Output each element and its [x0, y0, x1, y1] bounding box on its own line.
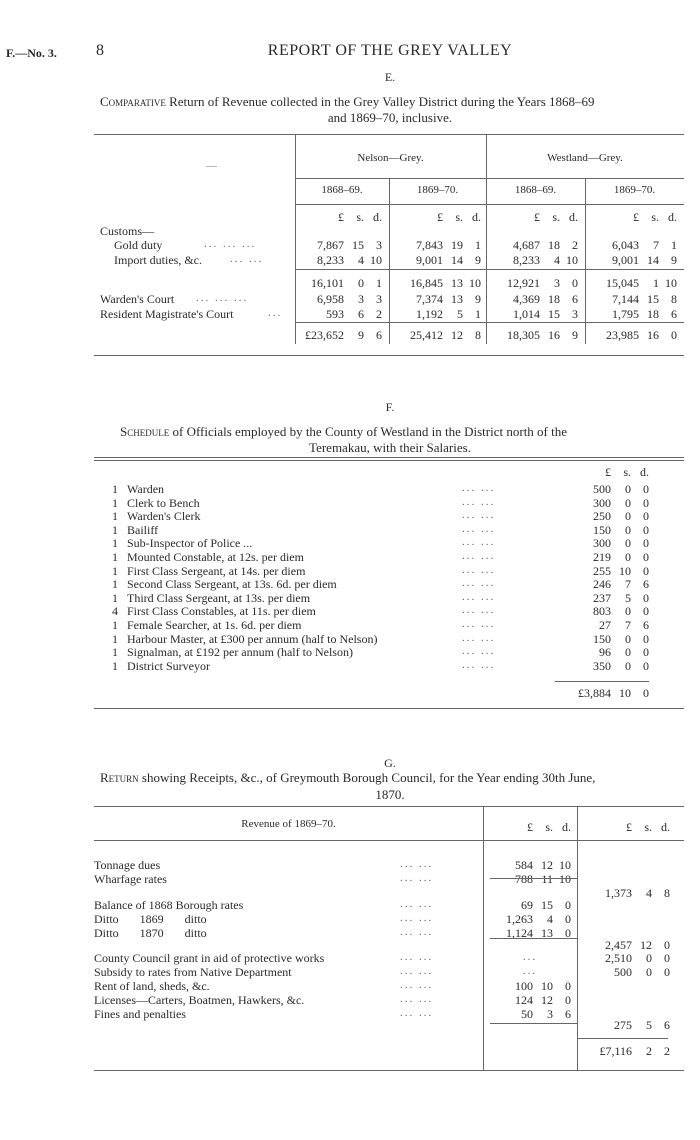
- leader-dots: ... ...: [462, 618, 496, 630]
- leader-dots: ... ...: [400, 898, 434, 910]
- year-header: 1868–69.: [321, 184, 363, 196]
- section-f-title: Schedule of Officials employed by the County of Westland in the District north of the: [120, 424, 568, 439]
- salary-pounds: 150: [593, 522, 611, 537]
- leader-dots: ... ...: [400, 979, 434, 991]
- salary-pounds: 300: [593, 536, 611, 551]
- salary-shillings: 0: [625, 604, 631, 619]
- receipt-label: Ditto 1869 ditto: [94, 912, 207, 926]
- e-cell-pounds: 9,001: [612, 253, 639, 267]
- e-cell-shillings: 4: [554, 253, 560, 267]
- official-title: Sub-Inspector of Police ...: [127, 536, 253, 551]
- leader-dots: ... ...: [462, 577, 496, 590]
- e-cell-pence: 1: [376, 276, 382, 290]
- salary-pounds: 803: [593, 604, 611, 619]
- official-count: 1: [112, 618, 118, 632]
- salary-pounds: 255: [593, 563, 611, 578]
- e-column-pounds-unit: £: [437, 210, 443, 224]
- receipt-shillings: 3: [547, 1007, 553, 1021]
- document-ref: F.—No. 3.: [6, 46, 57, 60]
- e-cell-pounds: 7,867: [317, 238, 344, 252]
- g-column-b-shillings-unit: s.: [644, 820, 652, 834]
- g-total-shillings: 2: [646, 1044, 652, 1058]
- receipt-subtotal-shillings: 12: [640, 938, 652, 952]
- leader-dots: ... ...: [462, 536, 496, 549]
- salary-pence: 6: [643, 577, 649, 592]
- row-label: Resident Magistrate's Court: [100, 307, 234, 321]
- salary-pounds: 246: [593, 577, 611, 592]
- e-column-shillings-unit: s.: [356, 210, 364, 224]
- receipt-subtotal-shillings: 0: [646, 965, 652, 979]
- receipt-subtotal-pence: 0: [664, 965, 670, 979]
- e-cell-pounds: 1,192: [416, 307, 443, 321]
- salary-pence: 0: [643, 550, 649, 564]
- salary-pounds: 27: [599, 618, 611, 632]
- year-header: 1869–70.: [416, 184, 459, 196]
- e-cell-shillings: 6: [358, 307, 364, 321]
- f-column-shillings-unit: s.: [623, 465, 631, 479]
- receipt-subtotal-shillings: 0: [646, 951, 652, 965]
- year-header: 1869–70.: [613, 184, 656, 196]
- receipt-subtotal-shillings: 5: [646, 1018, 652, 1032]
- receipt-shillings: 12: [541, 993, 553, 1007]
- e-cell-pence: 8: [671, 292, 677, 306]
- e-cell-shillings: 15: [647, 292, 659, 306]
- e-cell-pounds: 9,001: [416, 253, 443, 267]
- g-column-a-shillings-unit: s.: [545, 820, 553, 834]
- receipt-pence: 0: [565, 926, 571, 940]
- section-f-letter: F.: [385, 400, 395, 414]
- leader-dots: ...: [268, 307, 283, 319]
- leader-dots: ... ...: [462, 563, 496, 576]
- e-cell-pence: 2: [376, 307, 382, 321]
- section-g-letter: G.: [384, 756, 396, 770]
- row-label: Warden's Court: [100, 292, 175, 306]
- e-cell-pence: 6: [671, 307, 677, 321]
- e-cell-shillings: 15: [352, 238, 364, 252]
- e-cell-pence: 10: [665, 276, 677, 290]
- receipt-subtotal-pounds: 1,373: [605, 886, 632, 900]
- e-cell-shillings: 18: [548, 238, 560, 252]
- g-total-pence: 2: [664, 1044, 670, 1058]
- e-column-shillings-unit: s.: [455, 210, 463, 224]
- salary-shillings: 5: [625, 590, 631, 605]
- section-g-column-header: Revenue of 1869–70.: [241, 818, 336, 830]
- e-cell-pounds: 7,843: [416, 238, 443, 252]
- receipt-pounds: 69: [521, 898, 533, 912]
- g-column-b-pounds-unit: £: [626, 820, 632, 834]
- e-cell-pounds: 4,369: [513, 292, 540, 306]
- receipt-label: Tonnage dues: [94, 858, 161, 872]
- salary-pounds: 150: [593, 631, 611, 646]
- e-cell-shillings: 14: [451, 253, 463, 267]
- official-count: 1: [112, 658, 118, 673]
- official-title: Warden's Clerk: [127, 509, 201, 524]
- e-total-pence: 8: [475, 328, 481, 342]
- section-f-title-line2: Teremakau, with their Salaries.: [309, 440, 471, 455]
- salary-pence: 6: [643, 618, 649, 632]
- receipt-subtotal-pounds: 2,457: [605, 938, 632, 952]
- e-cell-shillings: 13: [451, 276, 463, 290]
- receipt-pence: 10: [559, 858, 571, 872]
- receipt-label: Wharfage rates: [94, 872, 167, 886]
- receipt-label: County Council grant in aid of protective works: [94, 951, 325, 965]
- e-column-pounds-unit: £: [534, 210, 540, 224]
- e-column-pounds-unit: £: [633, 210, 639, 224]
- official-title: Female Searcher, at 1s. 6d. per diem: [127, 618, 302, 632]
- f-column-pence-unit: d.: [640, 465, 649, 479]
- receipt-subtotal-shillings: 4: [646, 886, 652, 900]
- receipt-pence: 10: [559, 872, 571, 886]
- e-total-pounds: 23,985: [606, 328, 639, 342]
- official-title: District Surveyor: [127, 658, 210, 673]
- g-column-a-pence-unit: d.: [562, 820, 571, 834]
- e-cell-shillings: 18: [647, 307, 659, 321]
- receipt-pence: 0: [565, 979, 571, 993]
- receipt-shillings: 12: [541, 858, 553, 872]
- salary-shillings: 0: [625, 631, 631, 646]
- salary-pence: 0: [643, 509, 649, 524]
- receipt-shillings: 11: [541, 872, 553, 886]
- official-title: Second Class Sergeant, at 13s. 6d. per diem: [127, 577, 337, 592]
- e-cell-pence: 1: [475, 238, 481, 252]
- receipt-pounds: 50: [521, 1007, 533, 1021]
- receipt-pounds: 584: [515, 858, 533, 872]
- f-total-pounds: £3,884: [578, 686, 611, 700]
- receipt-pounds: 100: [515, 979, 533, 993]
- receipt-label: Subsidy to rates from Native Department: [94, 965, 292, 979]
- leader-dots: ... ...: [400, 965, 434, 977]
- section-e-letter: E.: [384, 70, 396, 84]
- e-cell-pounds: 8,233: [317, 253, 344, 267]
- receipt-subtotal-pence: 6: [664, 1018, 670, 1032]
- receipt-pence: 0: [565, 993, 571, 1007]
- e-cell-pence: 1: [475, 307, 481, 321]
- official-count: 1: [112, 509, 118, 524]
- e-cell-shillings: 19: [451, 238, 463, 252]
- e-total-shillings: 9: [358, 328, 364, 342]
- salary-pounds: 500: [593, 482, 611, 496]
- e-column-pence-unit: d.: [373, 210, 382, 224]
- receipt-pounds: 788: [515, 872, 533, 886]
- g-total-pounds: £7,116: [599, 1044, 632, 1058]
- e-cell-pounds: 12,921: [507, 276, 540, 290]
- e-cell-pence: 9: [671, 253, 677, 267]
- receipt-label: Licenses—Carters, Boatmen, Hawkers, &c.: [94, 993, 305, 1007]
- salary-pence: 0: [643, 482, 649, 496]
- e-cell-pence: 9: [475, 292, 481, 306]
- salary-pence: 0: [643, 658, 649, 673]
- salary-pounds: 96: [599, 645, 611, 660]
- leader-dots: ... ...: [400, 951, 434, 963]
- leader-dots: ... ... ...: [204, 238, 257, 250]
- e-cell-pence: 1: [671, 238, 677, 252]
- e-total-shillings: 16: [548, 328, 560, 342]
- salary-pence: 0: [643, 563, 649, 578]
- official-count: 1: [112, 645, 118, 660]
- salary-shillings: 0: [625, 645, 631, 660]
- e-cell-pounds: 7,144: [612, 292, 639, 306]
- salary-shillings: 0: [625, 509, 631, 524]
- salary-shillings: 0: [625, 495, 631, 510]
- leader-dots: ... ...: [400, 872, 434, 884]
- e-total-shillings: 16: [647, 328, 659, 342]
- group-header-nelson: Nelson—Grey.: [357, 152, 424, 164]
- e-cell-shillings: 0: [358, 276, 364, 290]
- e-total-pounds: 25,412: [410, 328, 443, 342]
- salary-pounds: 237: [593, 590, 611, 605]
- receipt-pounds: 1,124: [506, 926, 533, 940]
- e-cell-pence: 10: [370, 253, 382, 267]
- salary-shillings: 0: [625, 536, 631, 551]
- receipt-subtotal-pounds: 2,510: [605, 951, 632, 965]
- e-cell-shillings: 7: [653, 238, 659, 252]
- official-title: First Class Sergeant, at 14s. per diem: [127, 563, 306, 578]
- customs-heading: Customs—: [100, 224, 155, 238]
- e-cell-pence: 3: [376, 292, 382, 306]
- salary-pence: 0: [643, 604, 649, 619]
- salary-pence: 0: [643, 590, 649, 605]
- receipt-subtotal-pence: 8: [664, 886, 670, 900]
- official-count: 4: [112, 604, 118, 619]
- e-cell-pence: 3: [376, 238, 382, 252]
- section-e-title: Comparative Return of Revenue collected in the Grey Valley District during the Years 1868–69: [100, 94, 595, 109]
- e-total-pence: 9: [572, 328, 578, 342]
- e-cell-pence: 0: [572, 276, 578, 290]
- official-title: Bailiff: [127, 522, 159, 537]
- official-count: 1: [112, 550, 118, 564]
- official-title: First Class Constables, at 11s. per diem: [127, 604, 316, 619]
- leader-dots: ... ...: [462, 604, 496, 617]
- year-header: 1868–69.: [514, 184, 557, 196]
- e-column-shillings-unit: s.: [552, 210, 560, 224]
- receipt-label: Rent of land, sheds, &c.: [94, 979, 210, 993]
- receipt-pounds: 1,263: [506, 912, 533, 926]
- e-total-pence: 0: [671, 328, 677, 342]
- e-cell-pounds: 4,687: [513, 238, 540, 252]
- receipt-shillings: 4: [547, 912, 553, 926]
- receipt-label: Ditto 1870 ditto: [94, 926, 207, 940]
- receipt-label: Balance of 1868 Borough rates: [94, 898, 244, 912]
- receipt-amount-blank: ...: [522, 965, 538, 977]
- leader-dots: ... ...: [462, 495, 496, 508]
- e-cell-pence: 9: [475, 253, 481, 267]
- official-title: Harbour Master, at £300 per annum (half to Nelson): [127, 631, 378, 646]
- receipt-subtotal-pounds: 500: [614, 965, 632, 979]
- e-cell-pounds: 1,014: [513, 307, 540, 321]
- leader-dots: ... ...: [462, 590, 496, 603]
- official-count: 1: [112, 577, 118, 592]
- official-count: 1: [112, 482, 118, 496]
- leader-dots: ... ... ...: [196, 292, 249, 304]
- stub-header: —: [206, 160, 217, 172]
- e-cell-shillings: 5: [457, 307, 463, 321]
- salary-pence: 0: [643, 631, 649, 646]
- section-e-title-line2: and 1869–70, inclusive.: [327, 110, 453, 125]
- e-cell-shillings: 3: [554, 276, 560, 290]
- salary-shillings: 7: [625, 618, 631, 632]
- leader-dots: ... ...: [462, 509, 496, 522]
- leader-dots: ... ...: [400, 858, 434, 870]
- salary-shillings: 0: [625, 658, 631, 673]
- leader-dots: ... ...: [400, 993, 434, 1005]
- e-cell-pounds: 15,045: [606, 276, 639, 290]
- receipt-subtotal-pence: 0: [664, 938, 670, 952]
- leader-dots: ... ...: [400, 1007, 434, 1019]
- f-total-shillings: 10: [619, 686, 631, 700]
- official-count: 1: [112, 536, 118, 551]
- receipt-subtotal-pence: 0: [664, 951, 670, 965]
- receipt-shillings: 15: [541, 898, 553, 912]
- leader-dots: ... ...: [462, 550, 496, 562]
- official-title: Signalman, at £192 per annum (half to Nelson): [127, 645, 353, 660]
- salary-pounds: 219: [593, 550, 611, 564]
- f-total-pence: 0: [643, 686, 649, 700]
- e-cell-pounds: 16,101: [311, 276, 344, 290]
- f-column-pounds-unit: £: [605, 465, 611, 479]
- e-total-shillings: 12: [451, 328, 463, 342]
- salary-pounds: 300: [593, 495, 611, 510]
- e-cell-pence: 10: [469, 276, 481, 290]
- e-cell-shillings: 4: [358, 253, 364, 267]
- e-cell-pounds: 7,374: [416, 292, 443, 306]
- e-column-pounds-unit: £: [338, 210, 344, 224]
- leader-dots: ... ...: [462, 658, 496, 671]
- leader-dots: ... ...: [462, 631, 496, 644]
- section-g-title-line2: 1870.: [375, 787, 405, 802]
- e-cell-pounds: 1,795: [612, 307, 639, 321]
- e-cell-shillings: 3: [358, 292, 364, 306]
- e-column-pence-unit: d.: [472, 210, 481, 224]
- page-title: REPORT OF THE GREY VALLEY: [267, 42, 513, 59]
- g-column-b-pence-unit: d.: [661, 820, 670, 834]
- official-count: 1: [112, 631, 118, 646]
- official-count: 1: [112, 590, 118, 605]
- receipt-label: Fines and penalties: [94, 1007, 186, 1021]
- official-title: Warden: [127, 482, 165, 496]
- salary-pounds: 350: [593, 658, 611, 673]
- e-total-pence: 6: [376, 328, 382, 342]
- e-cell-shillings: 18: [548, 292, 560, 306]
- e-cell-pence: 6: [572, 292, 578, 306]
- receipt-amount-blank: ...: [522, 951, 538, 963]
- salary-pence: 0: [643, 522, 649, 537]
- e-cell-pounds: 593: [326, 307, 344, 321]
- e-total-pounds: 18,305: [507, 328, 540, 342]
- receipt-shillings: 13: [541, 926, 553, 940]
- leader-dots: ... ...: [462, 482, 496, 494]
- e-cell-pounds: 6,958: [317, 292, 344, 306]
- salary-pence: 0: [643, 495, 649, 510]
- e-cell-pounds: 16,845: [410, 276, 443, 290]
- e-total-pounds: £23,652: [305, 328, 344, 342]
- e-cell-pounds: 8,233: [513, 253, 540, 267]
- salary-pence: 0: [643, 536, 649, 551]
- salary-pence: 0: [643, 645, 649, 660]
- receipt-pence: 6: [565, 1007, 571, 1021]
- official-count: 1: [112, 522, 118, 537]
- salary-shillings: 10: [619, 563, 631, 578]
- section-g-title: Return showing Receipts, &c., of Greymouth Borough Council, for the Year ending 30th June,: [100, 770, 596, 785]
- e-column-pence-unit: d.: [668, 210, 677, 224]
- e-column-pence-unit: d.: [569, 210, 578, 224]
- e-cell-pence: 3: [572, 307, 578, 321]
- receipt-subtotal-pounds: 275: [614, 1018, 632, 1032]
- salary-shillings: 0: [625, 482, 631, 496]
- official-count: 1: [112, 563, 118, 578]
- receipt-shillings: 10: [541, 979, 553, 993]
- row-label: Import duties, &c.: [114, 253, 202, 267]
- e-column-shillings-unit: s.: [651, 210, 659, 224]
- receipt-pence: 0: [565, 912, 571, 926]
- leader-dots: ... ...: [462, 645, 496, 658]
- e-cell-pounds: 6,043: [612, 238, 639, 252]
- salary-pounds: 250: [593, 509, 611, 524]
- e-cell-shillings: 13: [451, 292, 463, 306]
- salary-shillings: 0: [625, 550, 631, 564]
- e-cell-shillings: 14: [647, 253, 659, 267]
- salary-shillings: 0: [625, 522, 631, 537]
- row-label: Gold duty: [114, 238, 163, 252]
- group-header-westland: Westland—Grey.: [547, 152, 623, 164]
- official-count: 1: [112, 495, 118, 510]
- e-cell-shillings: 1: [653, 276, 659, 290]
- leader-dots: ... ...: [230, 253, 264, 265]
- g-column-a-pounds-unit: £: [527, 820, 533, 834]
- official-title: Mounted Constable, at 12s. per diem: [127, 550, 304, 564]
- e-cell-pence: 2: [572, 238, 578, 252]
- e-cell-pence: 10: [566, 253, 578, 267]
- official-title: Clerk to Bench: [127, 495, 200, 510]
- receipt-pence: 0: [565, 898, 571, 912]
- leader-dots: ... ...: [400, 912, 434, 924]
- receipt-pounds: 124: [515, 993, 533, 1007]
- leader-dots: ... ...: [400, 926, 434, 938]
- leader-dots: ... ...: [462, 522, 496, 535]
- salary-shillings: 7: [625, 577, 631, 592]
- page-number: 8: [96, 42, 104, 59]
- official-title: Third Class Sergeant, at 13s. per diem: [127, 590, 311, 605]
- e-cell-shillings: 15: [548, 307, 560, 321]
